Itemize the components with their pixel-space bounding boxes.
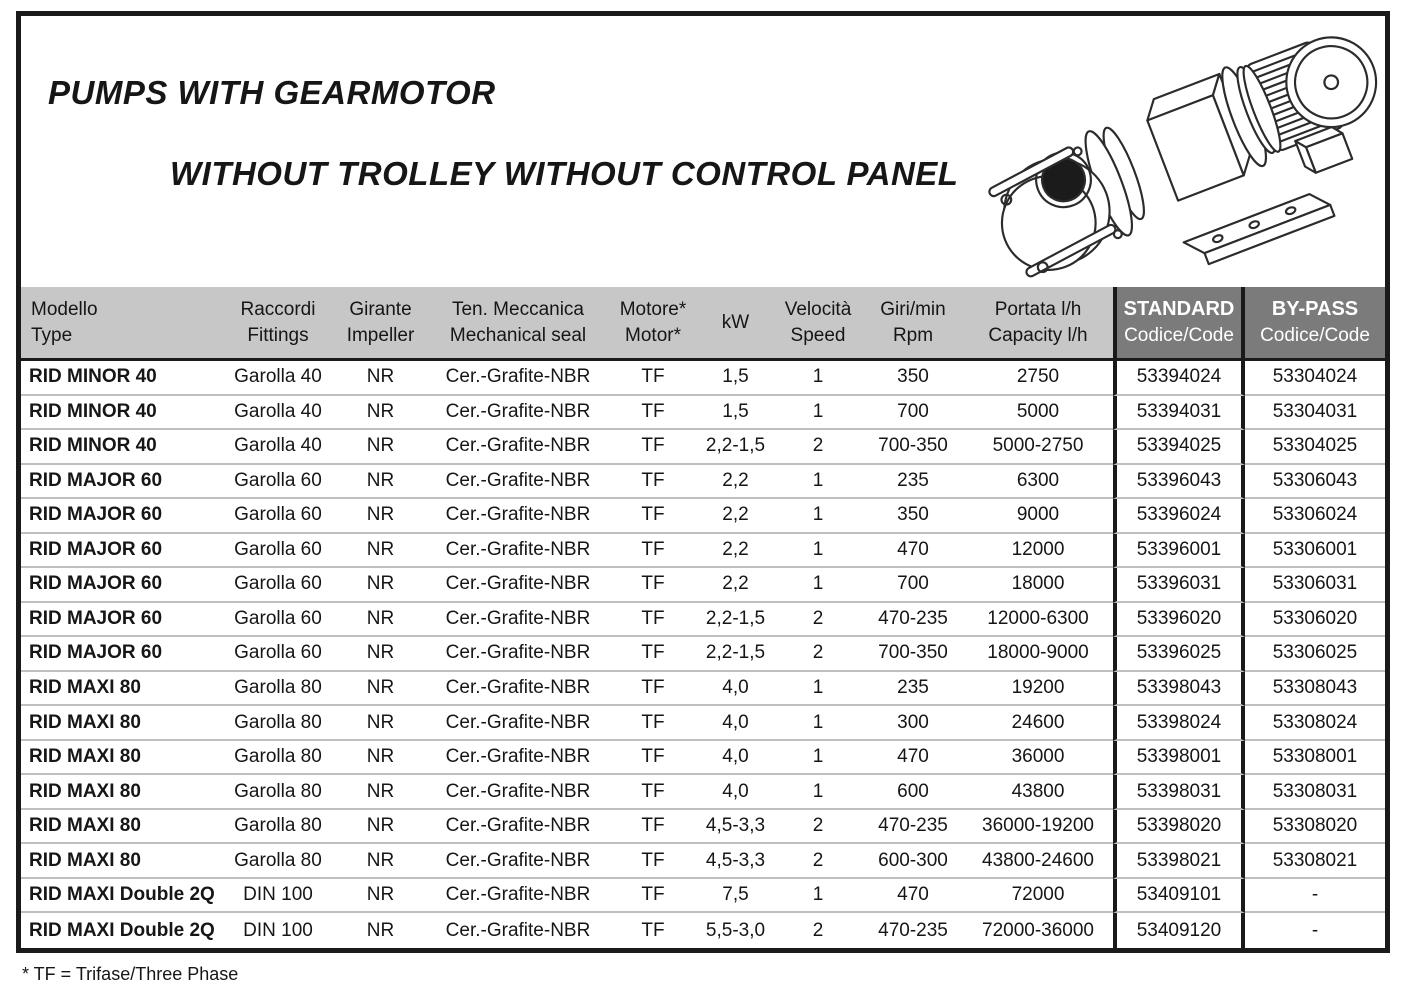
cell-bypass-code: 53304025	[1245, 430, 1385, 465]
page-subtitle: WITHOUT TROLLEY WITHOUT CONTROL PANEL	[170, 155, 959, 192]
cell-fittings: Garolla 40	[223, 396, 333, 431]
cell-standard-code: 53409101	[1113, 879, 1245, 914]
cell-seal: Cer.-Grafite-NBR	[428, 810, 608, 845]
cell-rpm: 470	[863, 741, 963, 776]
cell-speed: 1	[773, 879, 863, 914]
cell-speed: 1	[773, 706, 863, 741]
cell-fittings: Garolla 80	[223, 672, 333, 707]
cell-impeller: NR	[333, 361, 428, 396]
cell-kw: 4,5-3,3	[698, 810, 773, 845]
cell-capacity: 2750	[963, 361, 1113, 396]
cell-speed: 1	[773, 361, 863, 396]
column-header-standard-code: STANDARD Codice/Code	[1113, 287, 1245, 361]
cell-seal: Cer.-Grafite-NBR	[428, 741, 608, 776]
cell-motor: TF	[608, 672, 698, 707]
cell-kw: 4,5-3,3	[698, 844, 773, 879]
cell-kw: 2,2	[698, 534, 773, 569]
cell-bypass-code: 53304031	[1245, 396, 1385, 431]
cell-capacity: 36000-19200	[963, 810, 1113, 845]
cell-model: RID MAXI 80	[21, 844, 223, 879]
cell-model: RID MAXI 80	[21, 810, 223, 845]
pump-base	[1184, 189, 1335, 270]
cell-impeller: NR	[333, 499, 428, 534]
column-header-model: Modello Type	[21, 287, 223, 361]
cell-bypass-code: -	[1245, 879, 1385, 914]
cell-bypass-code: 53306031	[1245, 568, 1385, 603]
cell-seal: Cer.-Grafite-NBR	[428, 568, 608, 603]
cell-rpm: 235	[863, 465, 963, 500]
cell-kw: 2,2-1,5	[698, 430, 773, 465]
cell-rpm: 700	[863, 568, 963, 603]
cell-fittings: DIN 100	[223, 879, 333, 914]
column-header-capacity: Portata l/h Capacity l/h	[963, 287, 1113, 361]
cell-model: RID MAJOR 60	[21, 534, 223, 569]
cell-impeller: NR	[333, 672, 428, 707]
column-header-seal: Ten. Meccanica Mechanical seal	[428, 287, 608, 361]
cell-rpm: 700-350	[863, 637, 963, 672]
cell-motor: TF	[608, 879, 698, 914]
column-header-kw: kW	[698, 287, 773, 361]
cell-seal: Cer.-Grafite-NBR	[428, 879, 608, 914]
cell-fittings: Garolla 40	[223, 361, 333, 396]
cell-fittings: Garolla 80	[223, 706, 333, 741]
cell-model: RID MAJOR 60	[21, 568, 223, 603]
cell-capacity: 43800	[963, 775, 1113, 810]
cell-speed: 2	[773, 430, 863, 465]
cell-kw: 4,0	[698, 741, 773, 776]
cell-speed: 1	[773, 465, 863, 500]
cell-seal: Cer.-Grafite-NBR	[428, 603, 608, 638]
cell-fittings: Garolla 80	[223, 741, 333, 776]
cell-impeller: NR	[333, 396, 428, 431]
cell-rpm: 300	[863, 706, 963, 741]
column-header-motor: Motore* Motor*	[608, 287, 698, 361]
cell-capacity: 18000-9000	[963, 637, 1113, 672]
cell-fittings: Garolla 60	[223, 534, 333, 569]
cell-model: RID MAXI 80	[21, 775, 223, 810]
cell-standard-code: 53394025	[1113, 430, 1245, 465]
cell-impeller: NR	[333, 568, 428, 603]
cell-speed: 2	[773, 603, 863, 638]
cell-speed: 1	[773, 672, 863, 707]
cell-rpm: 470	[863, 534, 963, 569]
cell-impeller: NR	[333, 741, 428, 776]
cell-capacity: 12000	[963, 534, 1113, 569]
cell-motor: TF	[608, 499, 698, 534]
cell-fittings: Garolla 80	[223, 810, 333, 845]
cell-seal: Cer.-Grafite-NBR	[428, 430, 608, 465]
cell-model: RID MINOR 40	[21, 430, 223, 465]
cell-speed: 2	[773, 844, 863, 879]
cell-standard-code: 53398021	[1113, 844, 1245, 879]
cell-impeller: NR	[333, 706, 428, 741]
cell-model: RID MAJOR 60	[21, 499, 223, 534]
cell-kw: 2,2-1,5	[698, 637, 773, 672]
cell-capacity: 43800-24600	[963, 844, 1113, 879]
cell-seal: Cer.-Grafite-NBR	[428, 775, 608, 810]
column-header-rpm: Giri/min Rpm	[863, 287, 963, 361]
cell-motor: TF	[608, 810, 698, 845]
cell-rpm: 470-235	[863, 913, 963, 948]
cell-kw: 4,0	[698, 672, 773, 707]
cell-standard-code: 53398031	[1113, 775, 1245, 810]
cell-standard-code: 53398001	[1113, 741, 1245, 776]
cell-bypass-code: 53308020	[1245, 810, 1385, 845]
cell-kw: 2,2	[698, 568, 773, 603]
cell-fittings: Garolla 60	[223, 465, 333, 500]
cell-model: RID MINOR 40	[21, 361, 223, 396]
cell-model: RID MAJOR 60	[21, 637, 223, 672]
column-header-speed: Velocità Speed	[773, 287, 863, 361]
cell-bypass-code: 53306024	[1245, 499, 1385, 534]
cell-model: RID MAXI 80	[21, 741, 223, 776]
cell-model: RID MAXI 80	[21, 672, 223, 707]
cell-fittings: Garolla 80	[223, 775, 333, 810]
column-header-fittings: Raccordi Fittings	[223, 287, 333, 361]
cell-fittings: Garolla 60	[223, 568, 333, 603]
cell-standard-code: 53396031	[1113, 568, 1245, 603]
cell-capacity: 12000-6300	[963, 603, 1113, 638]
cell-capacity: 72000	[963, 879, 1113, 914]
cell-bypass-code: 53308043	[1245, 672, 1385, 707]
cell-impeller: NR	[333, 844, 428, 879]
cell-motor: TF	[608, 430, 698, 465]
cell-capacity: 5000	[963, 396, 1113, 431]
cell-speed: 2	[773, 810, 863, 845]
cell-capacity: 5000-2750	[963, 430, 1113, 465]
footnote: * TF = Trifase/Three Phase	[22, 964, 239, 984]
cell-standard-code: 53396025	[1113, 637, 1245, 672]
cell-speed: 1	[773, 568, 863, 603]
cell-bypass-code: 53308031	[1245, 775, 1385, 810]
cell-motor: TF	[608, 465, 698, 500]
pump-table	[21, 287, 1385, 948]
cell-impeller: NR	[333, 430, 428, 465]
cell-speed: 1	[773, 499, 863, 534]
cell-rpm: 600	[863, 775, 963, 810]
cell-kw: 1,5	[698, 396, 773, 431]
cell-kw: 7,5	[698, 879, 773, 914]
cell-standard-code: 53409120	[1113, 913, 1245, 948]
cell-bypass-code: 53306025	[1245, 637, 1385, 672]
cell-rpm: 700-350	[863, 430, 963, 465]
cell-motor: TF	[608, 534, 698, 569]
cell-motor: TF	[608, 706, 698, 741]
cell-bypass-code: 53308021	[1245, 844, 1385, 879]
cell-capacity: 24600	[963, 706, 1113, 741]
cell-motor: TF	[608, 603, 698, 638]
cell-standard-code: 53398020	[1113, 810, 1245, 845]
cell-motor: TF	[608, 361, 698, 396]
cell-speed: 1	[773, 775, 863, 810]
cell-rpm: 235	[863, 672, 963, 707]
cell-fittings: Garolla 60	[223, 603, 333, 638]
cell-standard-code: 53396043	[1113, 465, 1245, 500]
cell-seal: Cer.-Grafite-NBR	[428, 637, 608, 672]
cell-model: RID MAXI Double 2Q	[21, 913, 223, 948]
cell-capacity: 19200	[963, 672, 1113, 707]
cell-seal: Cer.-Grafite-NBR	[428, 361, 608, 396]
cell-impeller: NR	[333, 775, 428, 810]
cell-rpm: 350	[863, 499, 963, 534]
cell-fittings: DIN 100	[223, 913, 333, 948]
cell-impeller: NR	[333, 534, 428, 569]
cell-bypass-code: 53306043	[1245, 465, 1385, 500]
cell-standard-code: 53394024	[1113, 361, 1245, 396]
cell-model: RID MAXI Double 2Q	[21, 879, 223, 914]
cell-impeller: NR	[333, 913, 428, 948]
cell-seal: Cer.-Grafite-NBR	[428, 672, 608, 707]
cell-model: RID MAJOR 60	[21, 465, 223, 500]
cell-motor: TF	[608, 396, 698, 431]
cell-kw: 2,2	[698, 465, 773, 500]
cell-impeller: NR	[333, 879, 428, 914]
cell-standard-code: 53396024	[1113, 499, 1245, 534]
cell-seal: Cer.-Grafite-NBR	[428, 499, 608, 534]
cell-kw: 5,5-3,0	[698, 913, 773, 948]
cell-rpm: 470-235	[863, 603, 963, 638]
cell-fittings: Garolla 80	[223, 844, 333, 879]
cell-capacity: 6300	[963, 465, 1113, 500]
cell-rpm: 470	[863, 879, 963, 914]
column-header-bypass-code: BY-PASS Codice/Code	[1245, 287, 1385, 361]
cell-rpm: 350	[863, 361, 963, 396]
cell-bypass-code: 53308001	[1245, 741, 1385, 776]
cell-seal: Cer.-Grafite-NBR	[428, 465, 608, 500]
cell-motor: TF	[608, 844, 698, 879]
cell-fittings: Garolla 60	[223, 637, 333, 672]
cell-standard-code: 53394031	[1113, 396, 1245, 431]
cell-fittings: Garolla 40	[223, 430, 333, 465]
cell-bypass-code: 53306020	[1245, 603, 1385, 638]
cell-motor: TF	[608, 637, 698, 672]
cell-standard-code: 53396001	[1113, 534, 1245, 569]
cell-impeller: NR	[333, 637, 428, 672]
cell-kw: 2,2	[698, 499, 773, 534]
cell-seal: Cer.-Grafite-NBR	[428, 706, 608, 741]
cell-bypass-code: -	[1245, 913, 1385, 948]
cell-bypass-code: 53304024	[1245, 361, 1385, 396]
cell-standard-code: 53398043	[1113, 672, 1245, 707]
cell-model: RID MAJOR 60	[21, 603, 223, 638]
cell-motor: TF	[608, 741, 698, 776]
cell-standard-code: 53396020	[1113, 603, 1245, 638]
cell-kw: 1,5	[698, 361, 773, 396]
cell-capacity: 36000	[963, 741, 1113, 776]
page-title: PUMPS WITH GEARMOTOR	[48, 74, 496, 111]
cell-impeller: NR	[333, 465, 428, 500]
cell-bypass-code: 53306001	[1245, 534, 1385, 569]
cell-impeller: NR	[333, 603, 428, 638]
cell-capacity: 72000-36000	[963, 913, 1113, 948]
cell-motor: TF	[608, 775, 698, 810]
cell-seal: Cer.-Grafite-NBR	[428, 913, 608, 948]
cell-seal: Cer.-Grafite-NBR	[428, 844, 608, 879]
cell-speed: 1	[773, 396, 863, 431]
cell-bypass-code: 53308024	[1245, 706, 1385, 741]
cell-kw: 4,0	[698, 775, 773, 810]
cell-model: RID MINOR 40	[21, 396, 223, 431]
cell-capacity: 9000	[963, 499, 1113, 534]
cell-motor: TF	[608, 568, 698, 603]
cell-speed: 2	[773, 637, 863, 672]
cell-rpm: 470-235	[863, 810, 963, 845]
cell-seal: Cer.-Grafite-NBR	[428, 396, 608, 431]
cell-impeller: NR	[333, 810, 428, 845]
cell-kw: 4,0	[698, 706, 773, 741]
cell-speed: 2	[773, 913, 863, 948]
cell-kw: 2,2-1,5	[698, 603, 773, 638]
cell-motor: TF	[608, 913, 698, 948]
cell-standard-code: 53398024	[1113, 706, 1245, 741]
pump-gearmotor-illustration	[988, 16, 1388, 282]
cell-capacity: 18000	[963, 568, 1113, 603]
cell-speed: 1	[773, 741, 863, 776]
cell-rpm: 600-300	[863, 844, 963, 879]
cell-fittings: Garolla 60	[223, 499, 333, 534]
column-header-impeller: Girante Impeller	[333, 287, 428, 361]
cell-model: RID MAXI 80	[21, 706, 223, 741]
cell-seal: Cer.-Grafite-NBR	[428, 534, 608, 569]
cell-speed: 1	[773, 534, 863, 569]
cell-rpm: 700	[863, 396, 963, 431]
